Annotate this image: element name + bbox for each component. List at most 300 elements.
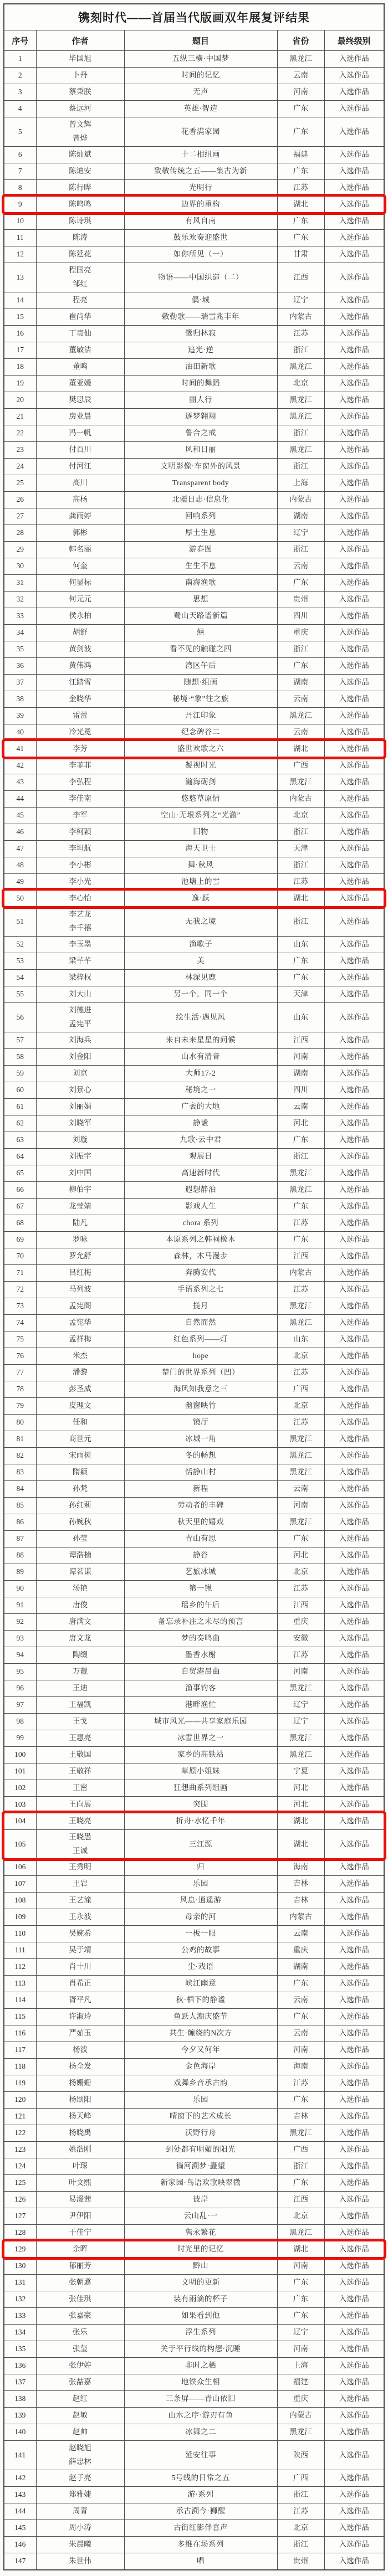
province-cell: 江苏 <box>277 1364 324 1381</box>
table-row <box>4 907 384 936</box>
artwork-title-cell: 云山乱·一 <box>124 2208 277 2224</box>
province-cell: 福建 <box>277 146 324 163</box>
row-number-cell: 137 <box>4 2374 36 2390</box>
province-cell: 广东 <box>277 953 324 969</box>
artwork-title-cell: 关于平行线的构想·沉睡 <box>124 2341 277 2357</box>
table-row <box>4 1348 384 1364</box>
province-cell: 辽宁 <box>277 1696 324 1713</box>
table-row <box>4 1414 384 1431</box>
level-cell: 入选作品 <box>324 1032 384 1048</box>
row-number-cell: 108 <box>4 1892 36 1909</box>
row-number-cell: 49 <box>4 873 36 890</box>
level-cell: 入选作品 <box>324 1630 384 1647</box>
author-cell: 刘中国 <box>36 1165 124 1181</box>
level-cell: 入选作品 <box>324 624 384 641</box>
row-number-cell: 107 <box>4 1875 36 1892</box>
artwork-title-cell: 自贸港晨曲 <box>124 1663 277 1680</box>
row-number-cell: 102 <box>4 1780 36 1796</box>
level-cell: 入选作品 <box>324 1730 384 1746</box>
author-cell: 胥平凡 <box>36 1992 124 2008</box>
author-cell: 高杨 <box>36 491 124 508</box>
row-number-cell: 78 <box>4 1381 36 1397</box>
artwork-title-cell: 楚门的世界系列（凹） <box>124 1364 277 1381</box>
row-number-cell: 11 <box>4 229 36 246</box>
table-row <box>4 163 384 179</box>
row-number-cell: 38 <box>4 691 36 707</box>
level-cell: 入选作品 <box>324 1547 384 1564</box>
row-number-cell: 24 <box>4 458 36 475</box>
province-cell: 黑龙江 <box>277 1680 324 1696</box>
row-number-cell: 40 <box>4 724 36 741</box>
artwork-title-cell: 边界的重构 <box>124 196 277 213</box>
author-cell: 李弘程 <box>36 774 124 790</box>
author-cell: 陈迪安 <box>36 163 124 179</box>
row-number-cell: 138 <box>4 2390 36 2407</box>
author-cell: 金晓华 <box>36 691 124 707</box>
table-row <box>4 2470 384 2486</box>
table-row <box>4 1958 384 1975</box>
artwork-title-cell: 游·系列 <box>124 2486 277 2503</box>
author-cell: 江踏雪 <box>36 674 124 691</box>
author-cell: 樊思辰 <box>36 392 124 408</box>
row-number-cell: 60 <box>4 1082 36 1098</box>
author-name-line: 李艺龙 <box>69 909 91 918</box>
row-number-cell: 15 <box>4 308 36 325</box>
row-number-cell: 103 <box>4 1796 36 1813</box>
author-cell: 郁丽芳 <box>36 2258 124 2274</box>
table-row <box>4 213 384 229</box>
province-cell: 吉林 <box>277 1875 324 1892</box>
author-cell: 王惠亮 <box>36 1730 124 1746</box>
author-cell: 唐文龙 <box>36 1630 124 1647</box>
table-row <box>4 179 384 196</box>
province-cell: 广东 <box>277 1231 324 1248</box>
row-number-cell: 55 <box>4 986 36 1002</box>
row-number-cell: 95 <box>4 1663 36 1680</box>
artwork-title-cell: 悠悠草原情 <box>124 790 277 807</box>
table-row <box>4 1165 384 1181</box>
level-cell: 入选作品 <box>324 790 384 807</box>
author-cell: 何显标 <box>36 574 124 591</box>
level-cell: 入选作品 <box>324 1115 384 1132</box>
row-number-cell: 116 <box>4 2025 36 2042</box>
province-cell: 山东 <box>277 1002 324 1032</box>
author-cell: 肖十川 <box>36 1958 124 1975</box>
province-cell: 广东 <box>277 1975 324 1992</box>
table-row <box>4 408 384 425</box>
author-cell: 张玺 <box>36 2341 124 2357</box>
author-cell: 刘景心 <box>36 1082 124 1098</box>
table-row <box>4 2424 384 2440</box>
author-cell: 程亮 <box>36 292 124 308</box>
author-name-line: 曾文辉 <box>69 120 91 128</box>
level-cell: 入选作品 <box>324 707 384 724</box>
table-row <box>4 1663 384 1680</box>
artwork-title-cell: 文明影像·车窗外的风景 <box>124 458 277 475</box>
artwork-title-cell: 影戏人生 <box>124 1198 277 1215</box>
table-row <box>4 308 384 325</box>
row-number-cell: 59 <box>4 1065 36 1082</box>
row-number-cell: 79 <box>4 1397 36 1414</box>
artwork-title-cell: 秘境·“象”往之旅 <box>124 691 277 707</box>
province-cell: 黑龙江 <box>277 2424 324 2440</box>
table-row <box>4 2174 384 2191</box>
artwork-title-cell: 峡江幽意 <box>124 1975 277 1992</box>
province-cell: 黑龙江 <box>277 441 324 458</box>
artwork-title-cell: 时光里的记忆 <box>124 2241 277 2258</box>
level-cell: 入选作品 <box>324 1464 384 1480</box>
row-number-cell: 133 <box>4 2307 36 2324</box>
artwork-title-cell: 物语——中国织造（二） <box>124 263 277 292</box>
artwork-title-cell: 新程 <box>124 1480 277 1497</box>
artwork-title-cell: 第一锹 <box>124 1580 277 1597</box>
province-cell: 湖北 <box>277 741 324 757</box>
table-row <box>4 1780 384 1796</box>
author-cell: 杨天峰 <box>36 2108 124 2125</box>
province-cell: 云南 <box>277 1925 324 1942</box>
province-cell: 甘肃 <box>277 246 324 263</box>
province-cell: 天津 <box>277 840 324 857</box>
artwork-title-cell: 自然而然 <box>124 1314 277 1331</box>
table-row <box>4 2241 384 2258</box>
artwork-title-cell: 生生不息 <box>124 558 277 574</box>
artwork-title-cell: 恬静山村 <box>124 1464 277 1480</box>
table-row <box>4 541 384 558</box>
table-row <box>4 2307 384 2324</box>
table-row <box>4 1215 384 1231</box>
table-row <box>4 873 384 890</box>
artwork-title-cell: Transparent body <box>124 475 277 491</box>
author-cell: 房业晨 <box>36 408 124 425</box>
level-cell: 入选作品 <box>324 2486 384 2503</box>
row-number-cell: 128 <box>4 2224 36 2241</box>
level-cell: 入选作品 <box>324 68 384 84</box>
province-cell: 黑龙江 <box>277 1746 324 1763</box>
table-row <box>4 1514 384 1530</box>
table-row <box>4 824 384 840</box>
level-cell: 入选作品 <box>324 2536 384 2553</box>
author-cell: 张乐 <box>36 2324 124 2341</box>
author-cell: 皮理文 <box>36 1397 124 1414</box>
level-cell: 入选作品 <box>324 246 384 263</box>
author-cell: 何奎 <box>36 558 124 574</box>
province-cell: 浙江 <box>277 1148 324 1165</box>
row-number-cell: 8 <box>4 179 36 196</box>
table-row <box>4 1942 384 1958</box>
author-cell: 赵子亮 <box>36 2470 124 2486</box>
province-cell: 河南 <box>277 1497 324 1514</box>
row-number-cell: 45 <box>4 807 36 824</box>
province-cell: 湖南 <box>277 1958 324 1975</box>
level-cell: 入选作品 <box>324 2224 384 2241</box>
table-row <box>4 969 384 986</box>
province-cell: 广东 <box>277 574 324 591</box>
level-cell: 入选作品 <box>324 1082 384 1098</box>
artwork-title-cell: 备忘录补注之未尽的预言 <box>124 1613 277 1630</box>
artwork-title-cell: 今夕又何年 <box>124 2042 277 2058</box>
row-number-cell: 25 <box>4 475 36 491</box>
author-cell: 杨姗姗 <box>36 2075 124 2091</box>
artwork-title-cell: 到处都有明媚的阳光 <box>124 2141 277 2158</box>
author-cell: 吴于靖 <box>36 1942 124 1958</box>
row-number-cell: 67 <box>4 1198 36 1215</box>
province-cell: 黑龙江 <box>277 408 324 425</box>
author-cell: 李柯颖 <box>36 824 124 840</box>
table-row <box>4 574 384 591</box>
level-cell: 入选作品 <box>324 907 384 936</box>
row-number-cell: 65 <box>4 1165 36 1181</box>
level-cell: 入选作品 <box>324 342 384 358</box>
province-cell: 江苏 <box>277 325 324 342</box>
table-row <box>4 2390 384 2407</box>
level-cell: 入选作品 <box>324 163 384 179</box>
row-number-cell: 66 <box>4 1181 36 1198</box>
page-title: 镌刻时代——首届当代版画双年展复评结果 <box>4 4 384 30</box>
artwork-title-cell: 秋天里的嬉戏 <box>124 1514 277 1530</box>
level-cell: 入选作品 <box>324 508 384 525</box>
table-row <box>4 1082 384 1098</box>
author-cell: 董鸣 <box>36 358 124 375</box>
artwork-title-cell: 渔事钓客 <box>124 1680 277 1696</box>
author-cell: 蔡秉朕 <box>36 84 124 101</box>
row-number-cell: 127 <box>4 2208 36 2224</box>
table-row <box>4 325 384 342</box>
author-cell: 黄伟鸿 <box>36 657 124 674</box>
table-row <box>4 441 384 458</box>
row-number-cell: 10 <box>4 213 36 229</box>
table-row <box>4 2058 384 2075</box>
table-row <box>4 1002 384 1032</box>
level-cell: 入选作品 <box>324 807 384 824</box>
table-row <box>4 741 384 757</box>
table-row <box>4 2553 384 2570</box>
province-cell: 安徽 <box>277 1630 324 1647</box>
level-cell: 入选作品 <box>324 2390 384 2407</box>
row-number-cell: 126 <box>4 2191 36 2208</box>
artwork-title-cell: 有风自南 <box>124 213 277 229</box>
row-number-cell: 69 <box>4 1231 36 1248</box>
author-cell: 刘大山 <box>36 986 124 1002</box>
author-cell: 王永波 <box>36 1909 124 1925</box>
province-cell: 广东 <box>277 2274 324 2291</box>
province-cell: 黑龙江 <box>277 1730 324 1746</box>
province-cell: 辽宁 <box>277 292 324 308</box>
row-number-cell: 83 <box>4 1464 36 1480</box>
level-cell: 入选作品 <box>324 986 384 1002</box>
table-row <box>4 1680 384 1696</box>
author-cell: 孟宪阁 <box>36 1298 124 1314</box>
artwork-title-cell: 无声 <box>124 84 277 101</box>
table-row <box>4 1746 384 1763</box>
row-number-cell: 124 <box>4 2158 36 2174</box>
row-number-cell: 110 <box>4 1925 36 1942</box>
author-cell: 陈灿斌 <box>36 146 124 163</box>
author-cell: 杨晓禹 <box>36 2125 124 2141</box>
table-row <box>4 1696 384 1713</box>
author-cell: 王秀明 <box>36 1859 124 1875</box>
row-number-cell: 87 <box>4 1530 36 1547</box>
artwork-title-cell: 蜀山天路谱新篇 <box>124 608 277 624</box>
author-cell: 蔡远河 <box>36 101 124 117</box>
province-cell: 湖南 <box>277 508 324 525</box>
level-cell: 入选作品 <box>324 179 384 196</box>
level-cell: 入选作品 <box>324 2407 384 2424</box>
province-cell: 河北 <box>277 1780 324 1796</box>
table-row <box>4 1298 384 1314</box>
level-cell: 入选作品 <box>324 2241 384 2258</box>
province-cell: 山东 <box>277 1331 324 1348</box>
row-number-cell: 29 <box>4 541 36 558</box>
province-cell: 江西 <box>277 263 324 292</box>
author-cell: 卜丹 <box>36 68 124 84</box>
row-number-cell: 111 <box>4 1942 36 1958</box>
row-number-cell: 27 <box>4 508 36 525</box>
province-cell: 北京 <box>277 1397 324 1414</box>
row-number-cell: 129 <box>4 2241 36 2258</box>
province-cell: 湖北 <box>277 1829 324 1859</box>
row-number-cell: 97 <box>4 1696 36 1713</box>
table-row <box>4 263 384 292</box>
level-cell: 入选作品 <box>324 873 384 890</box>
artwork-title-cell: 凝视时光 <box>124 757 277 774</box>
author-name-line: 王诚 <box>73 1846 88 1855</box>
row-number-cell: 4 <box>4 101 36 117</box>
author-cell: 赵帅 <box>36 2424 124 2440</box>
author-cell: 唐满文 <box>36 1613 124 1630</box>
table-row <box>4 1098 384 1115</box>
province-cell: 辽宁 <box>277 2324 324 2341</box>
row-number-cell: 12 <box>4 246 36 263</box>
level-cell: 入选作品 <box>324 1813 384 1829</box>
table-row <box>4 674 384 691</box>
province-cell: 广东 <box>277 657 324 674</box>
level-cell: 入选作品 <box>324 1580 384 1597</box>
author-cell: 吴婉希 <box>36 1925 124 1942</box>
row-number-cell: 106 <box>4 1859 36 1875</box>
level-cell: 入选作品 <box>324 2324 384 2341</box>
row-number-cell: 146 <box>4 2536 36 2553</box>
table-row <box>4 342 384 358</box>
level-cell: 入选作品 <box>324 2470 384 2486</box>
table-row <box>4 491 384 508</box>
table-row <box>4 2324 384 2341</box>
row-number-cell: 56 <box>4 1002 36 1032</box>
level-cell: 入选作品 <box>324 408 384 425</box>
artwork-title-cell: 五纵三横·中国梦 <box>124 51 277 68</box>
table-row <box>4 1248 384 1264</box>
author-cell: 汤艳 <box>36 1580 124 1597</box>
artwork-title-cell: 鹭归林寂 <box>124 325 277 342</box>
province-cell: 湖南 <box>277 674 324 691</box>
table-row <box>4 1992 384 2008</box>
table-row <box>4 724 384 741</box>
province-cell: 黑龙江 <box>277 1431 324 1447</box>
province-cell: 辽宁 <box>277 525 324 541</box>
row-number-cell: 86 <box>4 1514 36 1530</box>
artwork-title-cell: 青山有思 <box>124 1530 277 1547</box>
level-cell: 入选作品 <box>324 325 384 342</box>
level-cell: 入选作品 <box>324 1958 384 1975</box>
province-cell: 重庆 <box>277 1942 324 1958</box>
author-cell: 张伊婷 <box>36 2357 124 2374</box>
province-cell: 云南 <box>277 68 324 84</box>
row-number-cell: 30 <box>4 558 36 574</box>
row-number-cell: 98 <box>4 1713 36 1730</box>
row-number-cell: 121 <box>4 2108 36 2125</box>
row-number-cell: 131 <box>4 2274 36 2291</box>
table-row <box>4 1364 384 1381</box>
level-cell: 入选作品 <box>324 2008 384 2025</box>
author-cell: 董敏洁 <box>36 342 124 358</box>
row-number-cell: 132 <box>4 2291 36 2307</box>
author-cell: 胡舒 <box>36 624 124 641</box>
level-cell: 入选作品 <box>324 263 384 292</box>
level-cell: 入选作品 <box>324 1231 384 1248</box>
artwork-title-cell: 港畔渔忙 <box>124 1696 277 1713</box>
level-cell: 入选作品 <box>324 774 384 790</box>
author-cell: 何元元 <box>36 591 124 608</box>
artwork-title-cell: 尘·戏语 <box>124 1958 277 1975</box>
province-cell: 湖北 <box>277 196 324 213</box>
province-cell: 河北 <box>277 1115 324 1132</box>
level-cell: 入选作品 <box>324 2440 384 2470</box>
author-cell: 陆凡 <box>36 1215 124 1231</box>
province-cell: 浙江 <box>277 641 324 657</box>
province-cell: 江苏 <box>277 873 324 890</box>
level-cell: 入选作品 <box>324 2058 384 2075</box>
artwork-title-cell: 另一个，同一个 <box>124 986 277 1002</box>
artwork-title-cell: 风和日丽 <box>124 441 277 458</box>
level-cell: 入选作品 <box>324 1298 384 1314</box>
table-row <box>4 1813 384 1829</box>
row-number-cell: 142 <box>4 2470 36 2486</box>
province-cell: 江西 <box>277 1248 324 1264</box>
artwork-title-cell: 观展日 <box>124 1148 277 1165</box>
row-number-cell: 113 <box>4 1975 36 1992</box>
level-cell: 入选作品 <box>324 1414 384 1431</box>
level-cell: 入选作品 <box>324 674 384 691</box>
row-number-cell: 101 <box>4 1763 36 1780</box>
row-number-cell: 114 <box>4 1992 36 2008</box>
table-row <box>4 2125 384 2141</box>
level-cell: 入选作品 <box>324 1859 384 1875</box>
author-cell: 周青 <box>36 2503 124 2520</box>
level-cell: 入选作品 <box>324 641 384 657</box>
artwork-title-cell: 黔山 <box>124 2258 277 2274</box>
author-name-line: 李千禧 <box>69 923 91 932</box>
author-cell: 孟祥梅 <box>36 1331 124 1348</box>
province-cell: 广东 <box>277 1132 324 1148</box>
level-cell: 入选作品 <box>324 1165 384 1181</box>
province-cell: 江西 <box>277 1597 324 1613</box>
table-row <box>4 1198 384 1215</box>
table-row <box>4 117 384 147</box>
province-cell: 黑龙江 <box>277 392 324 408</box>
province-cell: 江西 <box>277 1032 324 1048</box>
author-cell <box>36 263 124 292</box>
level-cell: 入选作品 <box>324 890 384 907</box>
province-cell: 广东 <box>277 2091 324 2108</box>
province-cell: 黑龙江 <box>277 1314 324 1331</box>
author-cell: 黄剑波 <box>36 641 124 657</box>
level-cell: 入选作品 <box>324 1364 384 1381</box>
author-cell: 王密 <box>36 1780 124 1796</box>
row-number-cell: 145 <box>4 2520 36 2536</box>
table-row <box>4 1975 384 1992</box>
province-cell: 湖北 <box>277 2241 324 2258</box>
author-cell: 任和 <box>36 1414 124 1431</box>
row-number-cell: 81 <box>4 1431 36 1447</box>
